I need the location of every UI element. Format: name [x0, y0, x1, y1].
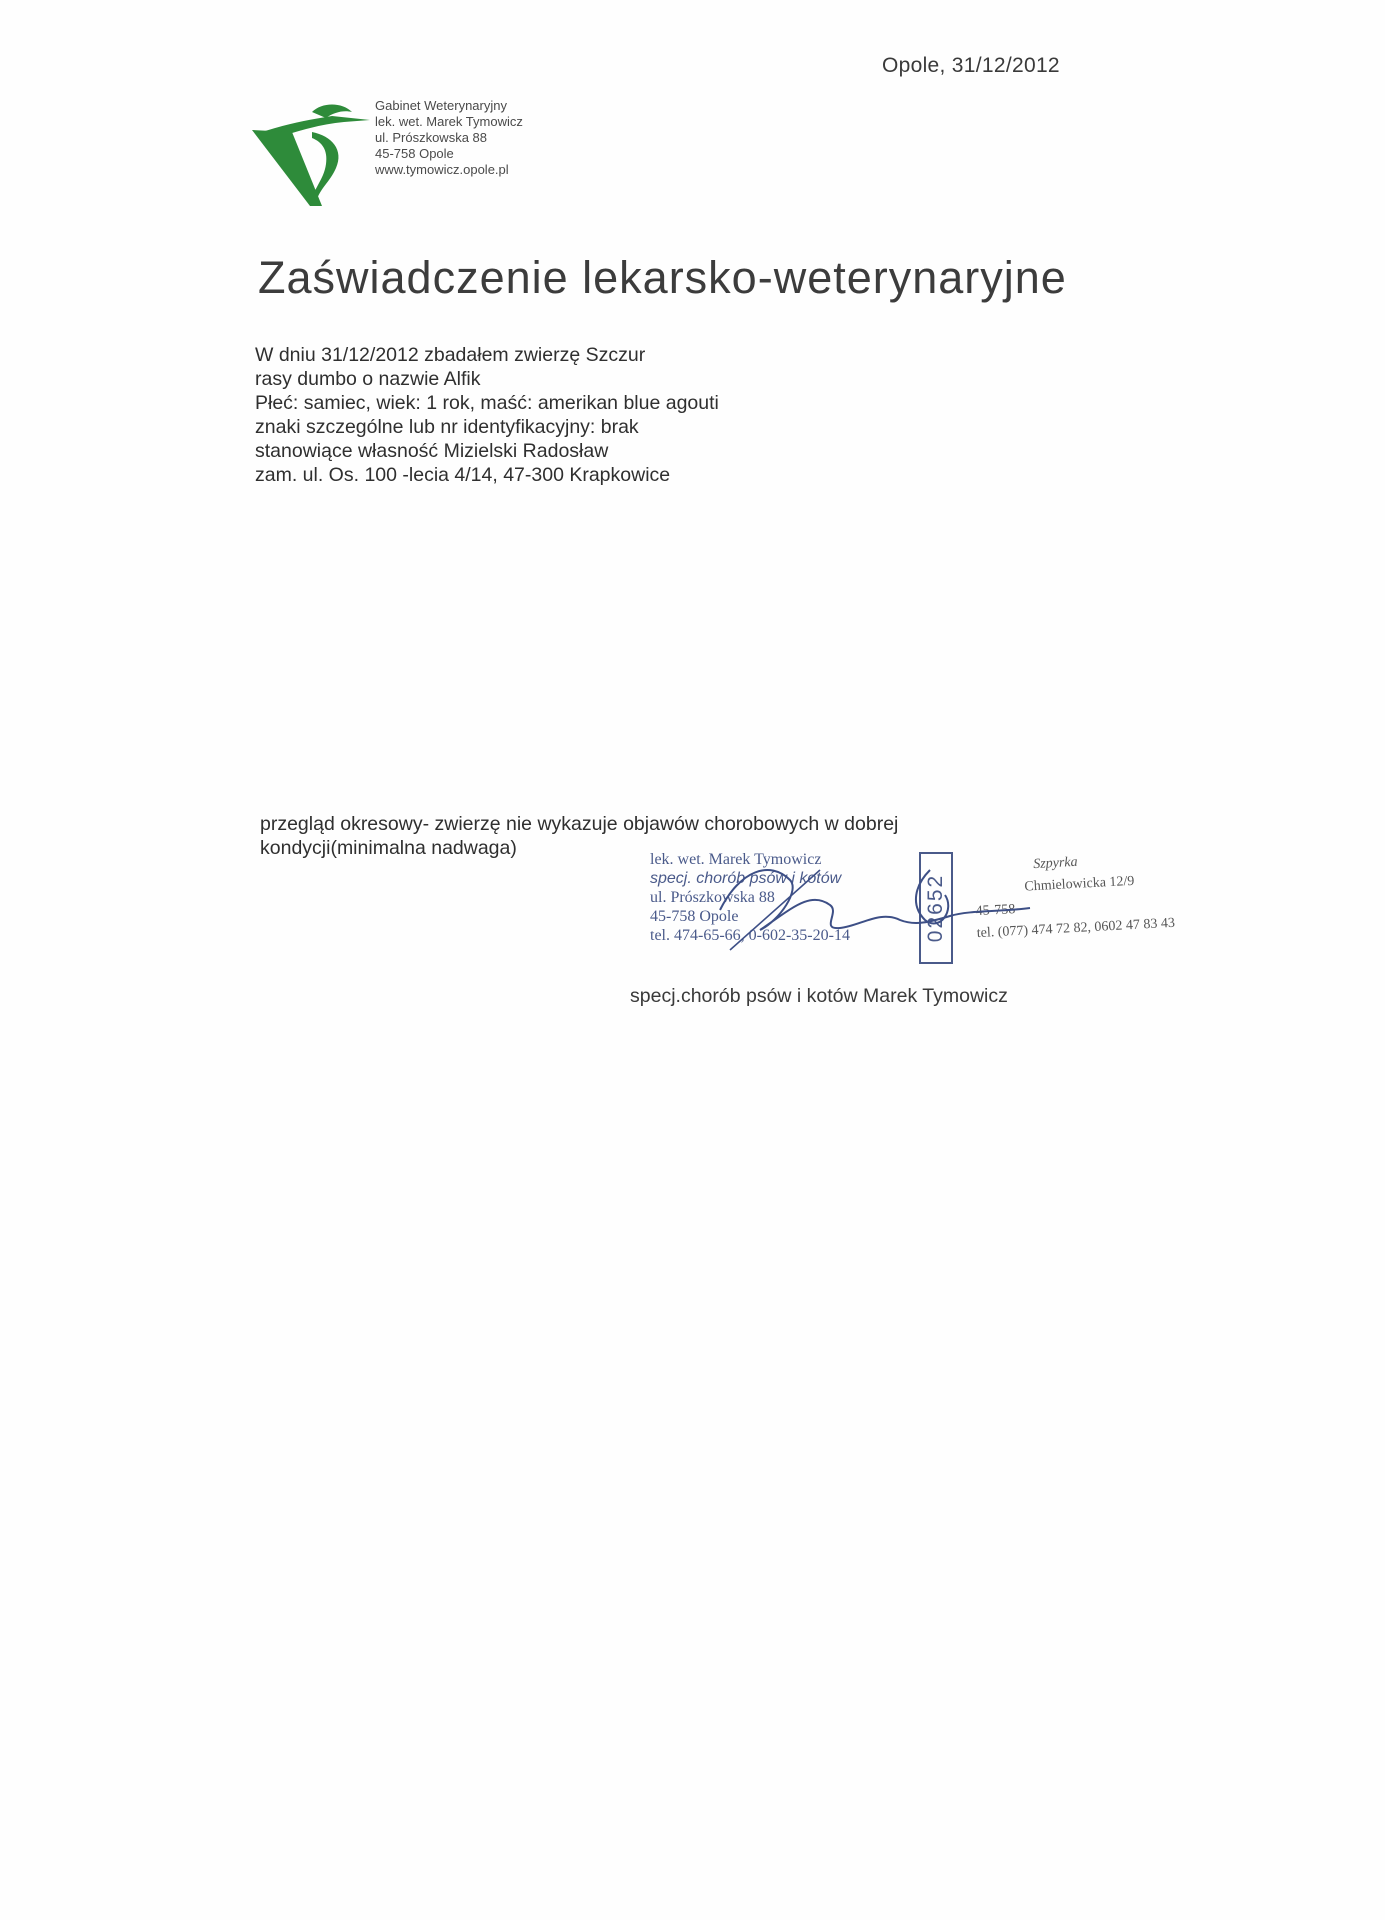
- stamp-line: lek. wet. Marek Tymowicz: [650, 851, 822, 868]
- body-line: znaki szczególne lub nr identyfikacyjny: brak: [255, 416, 639, 438]
- clinic-logo: [252, 102, 370, 210]
- body-line: stanowiące własność Mizielski Radosław: [255, 440, 609, 462]
- stamp-line: specj. chorób psów i kotów: [650, 870, 842, 887]
- stamp-line: ul. Prószkowska 88: [650, 889, 775, 906]
- vet-stamp: [650, 850, 850, 945]
- body-line: W dniu 31/12/2012 zbadałem zwierzę Szczur: [255, 344, 646, 366]
- findings-line: przegląd okresowy- zwierzę nie wykazuje objawów chorobowych w dobrej: [260, 813, 899, 835]
- specialist-line: specj.chorób psów i kotów Marek Tymowicz: [630, 985, 1008, 1007]
- second-stamp: [973, 847, 1176, 945]
- stamp-line: 45-758 Opole: [650, 908, 739, 925]
- second-stamp-name: Szpyrka: [1032, 854, 1078, 873]
- document-title: Zaświadczenie lekarsko-weterynaryjne: [258, 252, 1067, 303]
- stamp-number: 02652: [924, 873, 947, 943]
- clinic-street: ul. Prószkowska 88: [375, 130, 487, 145]
- clinic-name: Gabinet Weterynaryjny: [375, 98, 507, 113]
- second-stamp-city: 45-758: [975, 902, 1016, 920]
- second-stamp-phone: tel. (077) 474 72 82, 0602 47 83 43: [976, 915, 1176, 942]
- clinic-website: www.tymowicz.opole.pl: [375, 162, 509, 177]
- document-date: Opole, 31/12/2012: [882, 54, 1060, 77]
- body-line: Płeć: samiec, wiek: 1 rok, maść: amerikan blue agouti: [255, 392, 719, 414]
- body-line: zam. ul. Os. 100 -lecia 4/14, 47-300 Krapkowice: [255, 464, 671, 486]
- clinic-address-block: [375, 98, 523, 178]
- stamp-number-box: [919, 852, 953, 964]
- certificate-body: [255, 343, 719, 487]
- body-line: rasy dumbo o nazwie Alfik: [255, 368, 481, 390]
- stamp-line: tel. 474-65-66, 0-602-35-20-14: [650, 927, 850, 944]
- clinic-vet-name: lek. wet. Marek Tymowicz: [375, 114, 523, 129]
- second-stamp-street: Chmielowicka 12/9: [1024, 873, 1135, 895]
- findings-line: kondycji(minimalna nadwaga): [260, 837, 517, 859]
- clinic-city: 45-758 Opole: [375, 146, 454, 161]
